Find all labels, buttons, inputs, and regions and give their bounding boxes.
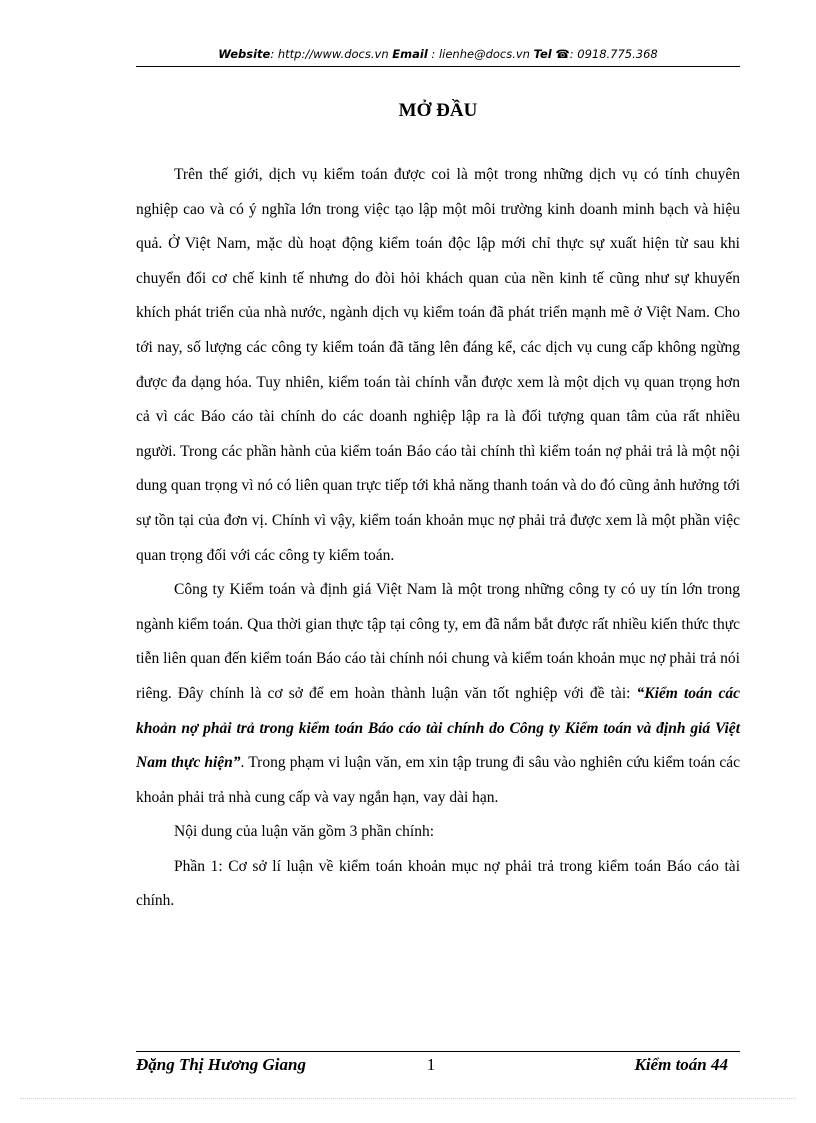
- footer-course: Kiểm toán 44: [634, 1055, 728, 1074]
- email-label: Email: [392, 47, 428, 61]
- tel-label: Tel: [533, 47, 552, 61]
- header-divider: [136, 66, 740, 67]
- page-footer: [136, 1055, 740, 1079]
- page-header: [136, 47, 740, 61]
- structure-paragraph: Nội dung của luận văn gồm 3 phần chính:: [174, 823, 435, 841]
- telephone-icon: ☎: [555, 47, 570, 61]
- company-paragraph-text: Công ty Kiểm toán và định giá Việt Nam là một trong những công ty có uy tín lớn trong ngành kiểm toán. Qua thời gian thực tập tại công ty, em đã nắm bắt được rất nhiều kiến thức thực tiễn liên quan đến kiểm toán Báo cáo tài chính nói chung và kiểm toán khoản mục nợ phải trả nói riêng. Đây chính là cơ sở để em hoàn thành luận văn tốt nghiệp với đề tài:: [136, 581, 740, 702]
- tel-value: : 0918.775.368: [569, 47, 658, 61]
- intro-paragraph: Trên thế giới, dịch vụ kiểm toán được coi là một trong những dịch vụ có tính chuyên nghiệp cao và có ý nghĩa lớn trong việc tạo lập một môi trường kinh doanh minh bạch và hiệu quả. Ở Việt Nam, mặc dù hoạt động kiểm toán độc lập mới chỉ thực sự xuất hiện từ sau khi chuyển đổi cơ chế kinh tế nhưng do đòi hỏi khách quan của nền kinh tế cũng như sự khuyến khích phát triển của nhà nước, ngành dịch vụ kiểm toán đã phát triển mạnh mẽ ở Việt Nam. Cho tới nay, số lượng các công ty kiểm toán đã tăng lên đáng kể, các dịch vụ cung cấp không ngừng được đa dạng hóa. Tuy nhiên, kiểm toán tài chính vẫn được xem là một dịch vụ quan trọng hơn cả vì các Báo cáo tài chính do các doanh nghiệp lập ra là đối tượng quan tâm của rất nhiều người. Trong các phần hành của kiểm toán Báo cáo tài chính thì kiểm toán nợ phải trả là một nội dung quan trọng vì nó có liên quan trực tiếp tới khả năng thanh toán và do đó cũng ảnh hưởng tới sự tồn tại của đơn vị. Chính vì vậy, kiểm toán khoản mục nợ phải trả được xem là một phần việc quan trọng đối với các công ty kiểm toán.: [136, 166, 741, 564]
- footer-divider: [136, 1051, 740, 1052]
- page-number: 1: [426, 1055, 436, 1074]
- website-value: : http://www.docs.vn: [270, 47, 389, 61]
- email-value: : lienhe@docs.vn: [427, 47, 530, 61]
- company-paragraph: [136, 573, 740, 815]
- thesis-title: “Kiểm toán các khoản nợ phải trả trong kiểm toán Báo cáo tài chính do Công ty Kiểm toán và định giá Việt Nam thực hiện”: [136, 684, 740, 772]
- page-title: MỞ ĐẦU: [398, 100, 478, 121]
- website-label: Website: [218, 47, 271, 61]
- footer-author: Đặng Thị Hương Giang: [136, 1055, 306, 1074]
- part-one-paragraph: Phần 1: Cơ sở lí luận về kiểm toán khoản mục nợ phải trả trong kiểm toán Báo cáo tài chính.: [136, 857, 740, 910]
- page-edge-divider: [20, 1098, 796, 1099]
- company-paragraph-end: . Trong phạm vi luận văn, em xin tập trung đi sâu vào nghiên cứu kiểm toán các khoản phải trả nhà cung cấp và vay ngắn hạn, vay dài hạn.: [136, 754, 740, 806]
- document-body: [136, 158, 740, 919]
